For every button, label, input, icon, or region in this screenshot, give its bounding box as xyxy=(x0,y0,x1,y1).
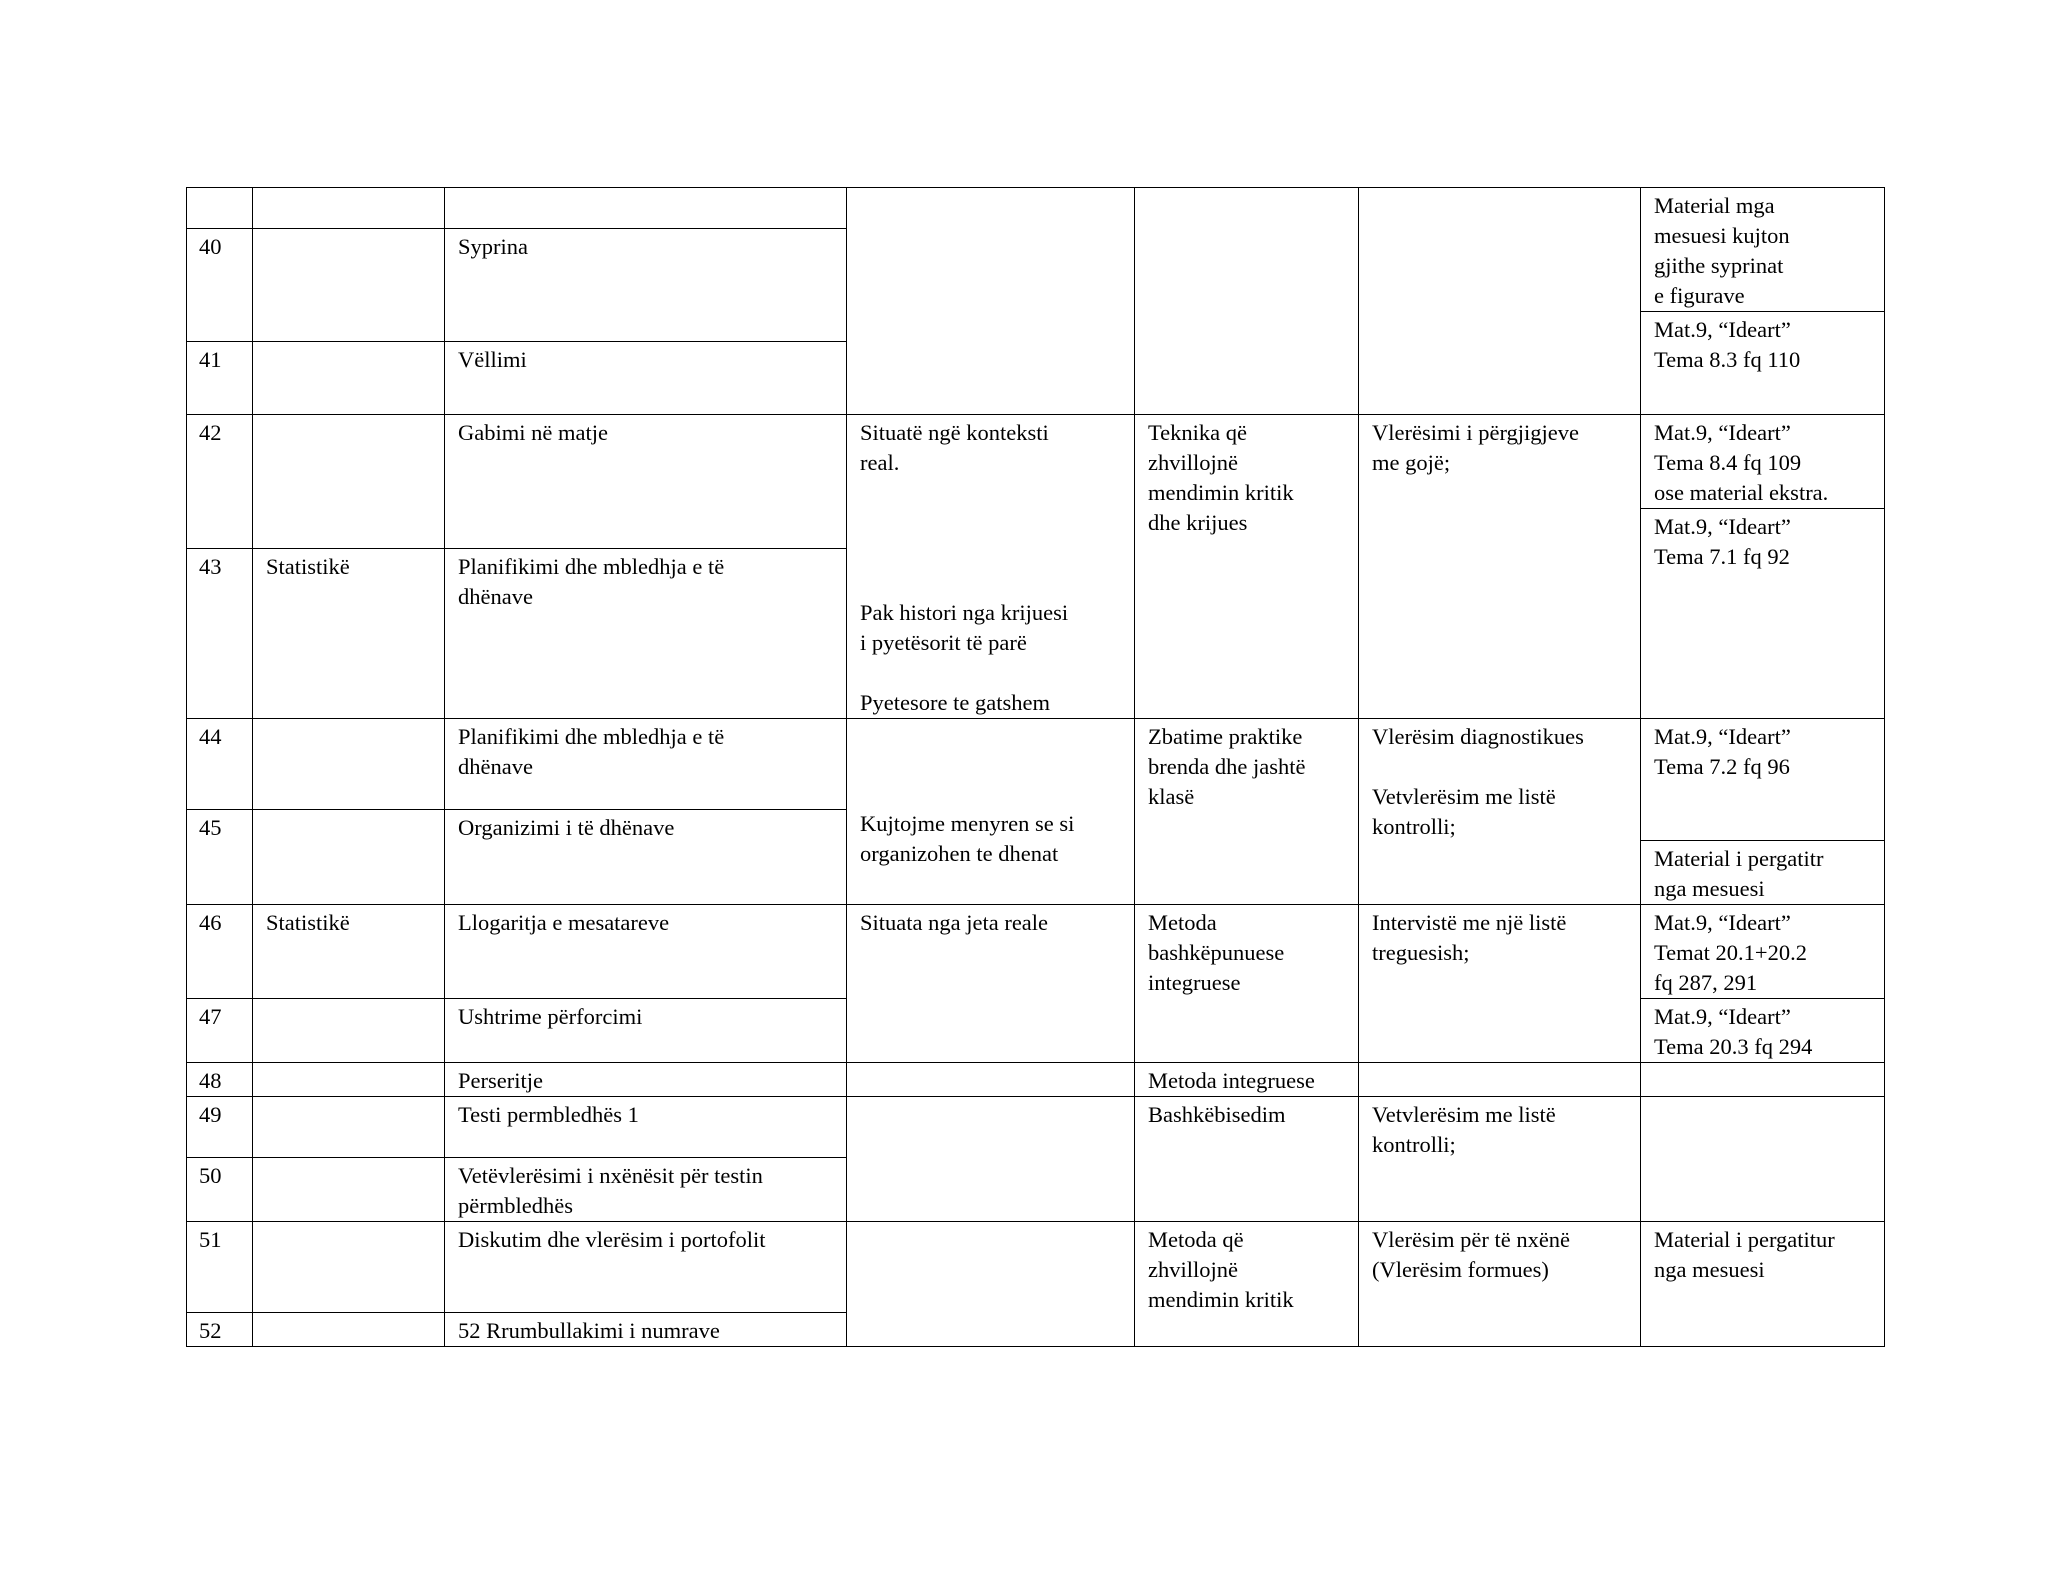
area-cell xyxy=(253,1313,445,1347)
resource-line: Temat 20.1+20.2 xyxy=(1654,940,1807,965)
resource-line: ose material ekstra. xyxy=(1654,480,1829,505)
resource-line: Mat.9, “Ideart” xyxy=(1654,420,1791,445)
situation-line: i pyetësorit të parë xyxy=(860,630,1027,655)
method-line: Metoda që xyxy=(1148,1227,1244,1252)
method-cell-42-43 xyxy=(1135,415,1359,719)
area-cell: Statistikë xyxy=(253,549,445,719)
lesson-topic: Perseritje xyxy=(445,1063,847,1097)
situation-cell-49-50 xyxy=(847,1097,1135,1222)
resource-cell-48 xyxy=(1641,1063,1885,1097)
assessment-line: Vetvlerësim me listë xyxy=(1372,1102,1556,1127)
resource-line: Tema 8.3 fq 110 xyxy=(1654,347,1801,372)
assessment-line: kontrolli; xyxy=(1372,1132,1456,1157)
resource-line: Mat.9, “Ideart” xyxy=(1654,1004,1791,1029)
assessment-line xyxy=(1372,752,1632,782)
cell-area-empty xyxy=(253,188,445,229)
method-line: Zbatime praktike xyxy=(1148,724,1303,749)
situation-cell-51-52 xyxy=(847,1222,1135,1347)
resource-line: Tema 7.2 fq 96 xyxy=(1654,754,1790,779)
area-cell xyxy=(253,1097,445,1158)
lesson-topic: Vetëvlerësimi i nxënësit për testin përmbledhës xyxy=(445,1158,847,1222)
resource-line: Tema 20.3 fq 294 xyxy=(1654,1034,1813,1059)
area-cell xyxy=(253,342,445,415)
lesson-number: 40 xyxy=(187,229,253,342)
lesson-number: 41 xyxy=(187,342,253,415)
resource-line: Mat.9, “Ideart” xyxy=(1654,910,1791,935)
assessment-line: treguesish; xyxy=(1372,940,1470,965)
resource-cell-44 xyxy=(1641,719,1885,841)
area-cell xyxy=(253,810,445,905)
resource-cell-41 xyxy=(1641,312,1885,415)
situation-cell-42-43 xyxy=(847,415,1135,719)
resource-line: Material i pergatitur xyxy=(1654,1227,1835,1252)
lesson-number: 51 xyxy=(187,1222,253,1313)
area-cell xyxy=(253,415,445,549)
lesson-topic: Ushtrime përforcimi xyxy=(445,999,847,1063)
lesson-number: 48 xyxy=(187,1063,253,1097)
method-cell-49-50: Bashkëbisedim xyxy=(1135,1097,1359,1222)
lesson-number: 46 xyxy=(187,905,253,999)
method-line: klasë xyxy=(1148,784,1195,809)
assessment-cell-44-45 xyxy=(1359,719,1641,905)
assessment-line: Intervistë me një listë xyxy=(1372,910,1567,935)
resource-cell-42 xyxy=(1641,415,1885,509)
area-cell xyxy=(253,1063,445,1097)
lesson-topic: Testi permbledhës 1 xyxy=(445,1097,847,1158)
area-cell xyxy=(253,719,445,810)
resource-cell-47 xyxy=(1641,999,1885,1063)
assessment-line: (Vlerësim formues) xyxy=(1372,1257,1549,1282)
lesson-number: 44 xyxy=(187,719,253,810)
resource-line: Mat.9, “Ideart” xyxy=(1654,724,1791,749)
situation-line xyxy=(860,658,1126,688)
assessment-line: kontrolli; xyxy=(1372,814,1456,839)
assessment-cell-40-41 xyxy=(1359,188,1641,415)
situation-line: Pak histori nga krijuesi xyxy=(860,600,1069,625)
lesson-number: 43 xyxy=(187,549,253,719)
method-line: bashkëpunuese xyxy=(1148,940,1285,965)
assessment-line: Vlerësim diagnostikues xyxy=(1372,724,1584,749)
resource-line: Mat.9, “Ideart” xyxy=(1654,317,1791,342)
resource-cell-45 xyxy=(1641,841,1885,905)
method-line: mendimin kritik xyxy=(1148,1287,1294,1312)
method-line: Metoda xyxy=(1148,910,1217,935)
assessment-line: Vetvlerësim me listë xyxy=(1372,784,1556,809)
resource-line: Material mga xyxy=(1654,193,1775,218)
assessment-cell-46-47 xyxy=(1359,905,1641,1063)
resource-cell-40 xyxy=(1641,188,1885,312)
method-cell-40-41 xyxy=(1135,188,1359,415)
method-cell-48: Metoda integruese xyxy=(1135,1063,1359,1097)
method-cell-44-45 xyxy=(1135,719,1359,905)
lesson-topic: Planifikimi dhe mbledhja e të dhënave xyxy=(445,549,847,719)
resource-cell-49-50 xyxy=(1641,1097,1885,1222)
lesson-number: 52 xyxy=(187,1313,253,1347)
lesson-number: 50 xyxy=(187,1158,253,1222)
lesson-plan-table xyxy=(186,187,1885,1347)
resource-line: nga mesuesi xyxy=(1654,876,1765,901)
lesson-topic: 52 Rrumbullakimi i numrave xyxy=(445,1313,847,1347)
resource-line: mesuesi kujton xyxy=(1654,223,1790,248)
area-cell: Statistikë xyxy=(253,905,445,999)
lesson-number: 45 xyxy=(187,810,253,905)
situation-cell-46-47: Situata nga jeta reale xyxy=(847,905,1135,1063)
assessment-cell-51-52 xyxy=(1359,1222,1641,1347)
situation-line: organizohen te dhenat xyxy=(860,841,1059,866)
resource-cell-51-52 xyxy=(1641,1222,1885,1347)
resource-line: fq 287, 291 xyxy=(1654,970,1758,995)
situation-cell-48 xyxy=(847,1063,1135,1097)
situation-line: Kujtojme menyren se si xyxy=(860,811,1075,836)
resource-line: Mat.9, “Ideart” xyxy=(1654,514,1791,539)
method-line: Teknika që xyxy=(1148,420,1248,445)
resource-line: Tema 7.1 fq 92 xyxy=(1654,544,1790,569)
situation-cell-40-41 xyxy=(847,188,1135,415)
lesson-topic: Syprina xyxy=(445,229,847,342)
situation-line: Pyetesore te gatshem xyxy=(860,690,1050,715)
resource-line: Material i pergatitr xyxy=(1654,846,1824,871)
assessment-cell-42-43 xyxy=(1359,415,1641,719)
area-cell xyxy=(253,999,445,1063)
area-cell xyxy=(253,1158,445,1222)
method-cell-46-47 xyxy=(1135,905,1359,1063)
area-cell xyxy=(253,1222,445,1313)
situation-cell-44-45 xyxy=(847,719,1135,905)
resource-line: gjithe syprinat xyxy=(1654,253,1784,278)
assessment-cell-48 xyxy=(1359,1063,1641,1097)
assessment-cell-49-50 xyxy=(1359,1097,1641,1222)
situation-line: real. xyxy=(860,450,900,475)
cell-topic-empty xyxy=(445,188,847,229)
assessment-line: Vlerësimi i përgjigjeve xyxy=(1372,420,1580,445)
assessment-line: Vlerësim për të nxënë xyxy=(1372,1227,1571,1252)
lesson-number: 47 xyxy=(187,999,253,1063)
method-line: zhvillojnë xyxy=(1148,450,1238,475)
resource-line: nga mesuesi xyxy=(1654,1257,1765,1282)
lesson-number: 42 xyxy=(187,415,253,549)
lesson-topic: Vëllimi xyxy=(445,342,847,415)
resource-cell-43 xyxy=(1641,509,1885,719)
method-cell-51-52 xyxy=(1135,1222,1359,1347)
assessment-line: me gojë; xyxy=(1372,450,1451,475)
method-line: zhvillojnë xyxy=(1148,1257,1238,1282)
resource-line: e figurave xyxy=(1654,283,1745,308)
method-line: mendimin kritik xyxy=(1148,480,1294,505)
area-cell xyxy=(253,229,445,342)
lesson-topic: Organizimi i të dhënave xyxy=(445,810,847,905)
lesson-number: 49 xyxy=(187,1097,253,1158)
lesson-topic: Llogaritja e mesatareve xyxy=(445,905,847,999)
method-line: dhe krijues xyxy=(1148,510,1248,535)
lesson-topic: Planifikimi dhe mbledhja e të dhënave xyxy=(445,719,847,810)
situation-line: Situatë ngë konteksti xyxy=(860,420,1049,445)
resource-cell-46 xyxy=(1641,905,1885,999)
method-line: brenda dhe jashtë xyxy=(1148,754,1306,779)
lesson-topic: Diskutim dhe vlerësim i portofolit xyxy=(445,1222,847,1313)
method-line: integruese xyxy=(1148,970,1241,995)
lesson-topic: Gabimi në matje xyxy=(445,415,847,549)
cell-num-empty xyxy=(187,188,253,229)
resource-line: Tema 8.4 fq 109 xyxy=(1654,450,1802,475)
